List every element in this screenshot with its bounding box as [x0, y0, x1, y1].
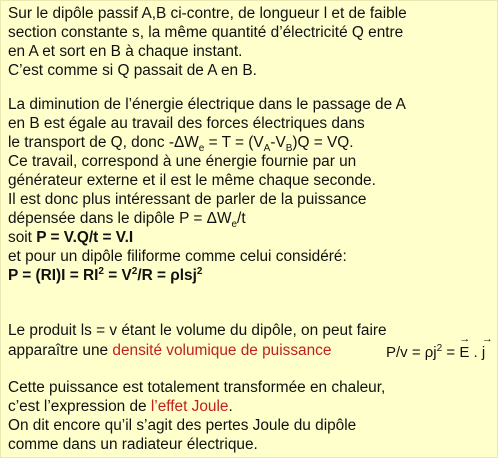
superscript: 2 — [436, 343, 443, 354]
text-line: et pour un dipôle filiforme comme celui considéré: — [8, 248, 347, 265]
subscript: e — [231, 219, 238, 231]
text-run: /t — [237, 210, 246, 227]
subscript: B — [285, 143, 293, 155]
text-line: Le produit ls = v étant le volume du dipôle, on peut faire — [8, 322, 387, 339]
text-line — [8, 341, 331, 360]
text-line: section constante s, la même quantité d’électricité Q entre — [8, 24, 404, 41]
text-run: . — [228, 398, 233, 415]
text-line: Il est donc plus intéressant de parler de la puissance — [8, 191, 367, 208]
superscript: 2 — [196, 265, 203, 277]
subscript: A — [263, 143, 271, 155]
vector-j — [481, 333, 493, 362]
text-line — [8, 133, 354, 155]
text-line: en B est égale au travail des forces électriques dans — [8, 115, 365, 132]
vector-letter: E — [459, 344, 470, 361]
subscript: e — [198, 143, 205, 155]
vector-arrow-icon: → — [481, 333, 493, 345]
superscript: 2 — [131, 265, 138, 277]
superscript: 2 — [98, 265, 104, 277]
text-line: C’est comme si Q passait de A en B. — [8, 62, 257, 79]
text-line: comme dans un radiateur électrique. — [8, 436, 258, 453]
text-run: apparaître une — [8, 342, 113, 359]
text-run: = — [442, 344, 460, 361]
text-line: Cette puissance est totalement transformée en chaleur, — [8, 379, 386, 396]
text-run: soit — [8, 229, 37, 246]
text-run: = V — [103, 267, 132, 284]
text-line — [8, 397, 233, 416]
text-line — [8, 209, 246, 231]
vector-arrow-icon: → — [459, 333, 471, 345]
text-line: générateur externe et il est le même chaque seconde. — [8, 172, 376, 189]
text-run: . — [469, 344, 482, 361]
text-run: /R = ρlsj — [137, 267, 197, 284]
text-line: en A et sort en B à chaque instant. — [8, 43, 243, 60]
text-line: Ce travail, correspond à une énergie fournie par un — [8, 153, 357, 170]
highlight-term: densité volumique de puissance — [112, 342, 332, 359]
text-run: P/v = ρj — [386, 344, 437, 361]
text-run: )Q = VQ. — [292, 134, 354, 151]
text-run: = T = (V — [204, 134, 264, 151]
text-run: le transport de Q, donc -ΔW — [8, 134, 199, 151]
text-run: dépensée dans le dipôle P = ΔW — [8, 210, 232, 227]
text-run: P = (RI)I = RI — [8, 267, 99, 284]
joule-formula — [8, 266, 202, 285]
text-line: Sur le dipôle passif A,B ci-contre, de longueur l et de faible — [8, 5, 407, 22]
power-formula: P = V.Q/t = V.I — [36, 229, 134, 246]
text-line: La diminution de l’énergie électrique dans le passage de A — [8, 96, 406, 113]
text-run: -V — [270, 134, 286, 151]
text-line: On dit encore qu’il s’agit des pertes Joule du dipôle — [8, 417, 357, 434]
power-density-formula — [386, 333, 493, 362]
text-line — [8, 228, 133, 247]
vector-letter: j — [481, 344, 486, 361]
vector-e — [459, 333, 471, 362]
highlight-term: l’effet Joule — [150, 398, 229, 415]
text-run: c’est l’expression de — [8, 398, 151, 415]
